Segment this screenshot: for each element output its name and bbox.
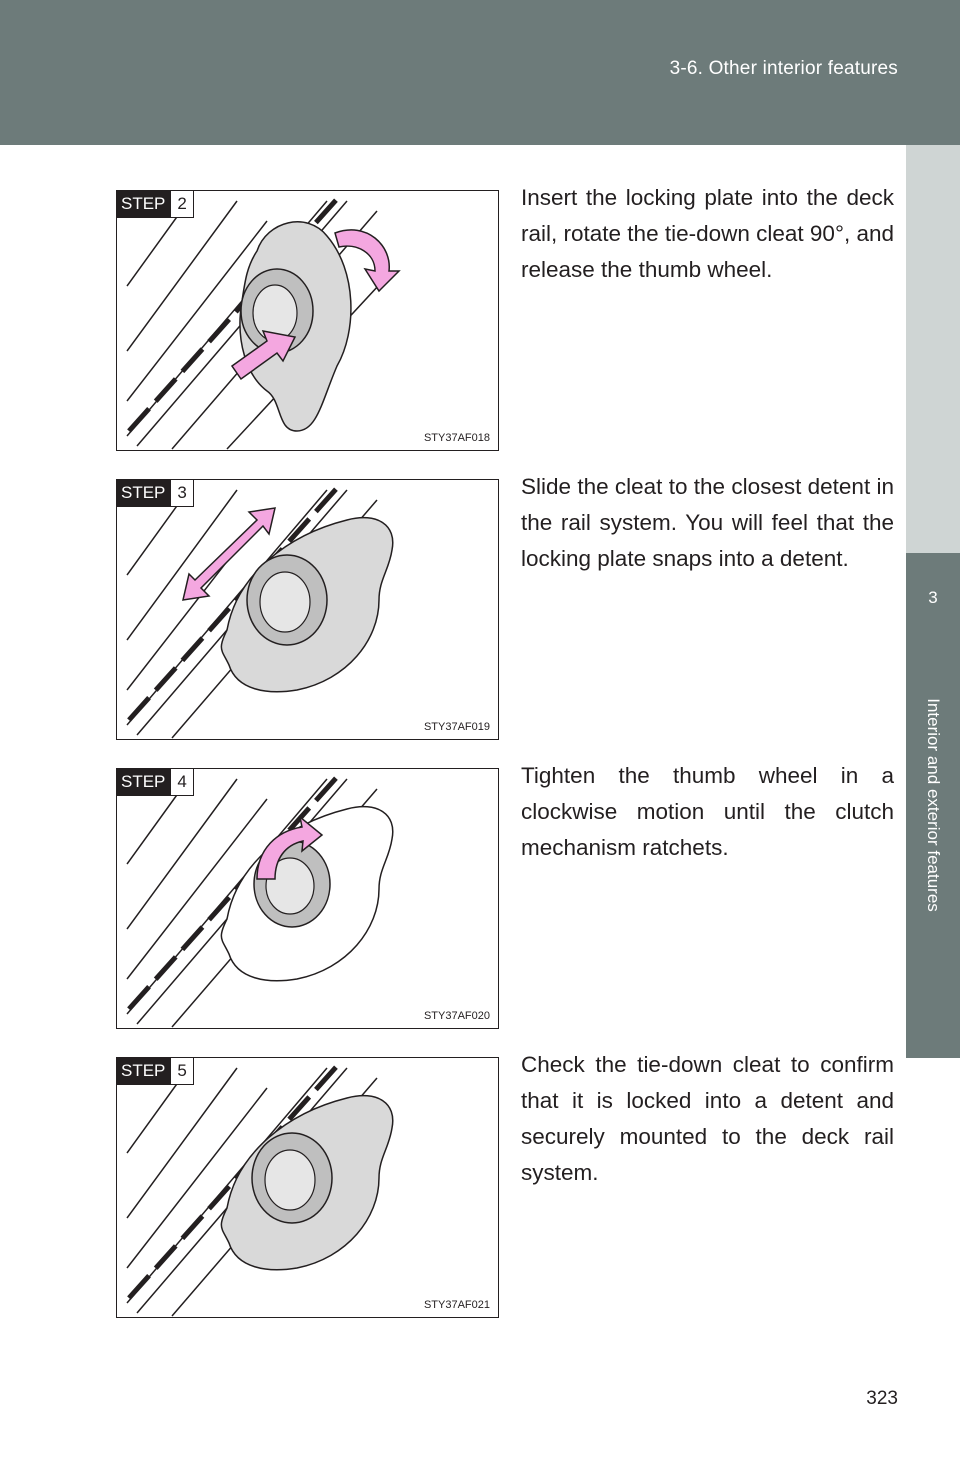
figure-code: STY37AF021 bbox=[423, 1299, 490, 1311]
step-3-figure bbox=[116, 479, 499, 740]
chapter-number: 3 bbox=[928, 588, 938, 607]
figure-code: STY37AF019 bbox=[423, 721, 490, 733]
page-number: 323 bbox=[866, 1388, 898, 1409]
step-2-badge: STEP 2 bbox=[117, 191, 194, 218]
step-4-figure bbox=[116, 768, 499, 1029]
step-5-text: Check the tie-down cleat to confirm that it is locked into a detent and securely mounted to the deck rail system. bbox=[521, 1052, 894, 1185]
step-4-illustration bbox=[117, 769, 499, 1029]
step-2-figure bbox=[116, 190, 499, 451]
step-4-badge: STEP 4 bbox=[117, 769, 194, 796]
step-4-text: Tighten the thumb wheel in a clockwise motion until the clutch mechanism ratchets. bbox=[521, 763, 894, 860]
figure-code: STY37AF018 bbox=[423, 432, 490, 444]
step-5-badge: STEP 5 bbox=[117, 1058, 194, 1085]
chapter-title: Interior and exterior features bbox=[924, 698, 943, 912]
step-3-text: Slide the cleat to the closest detent in the rail system. You will feel that the locking plate snaps into a detent. bbox=[521, 474, 894, 571]
step-5-illustration bbox=[117, 1058, 499, 1318]
side-tab-top bbox=[906, 145, 960, 553]
step-5-figure bbox=[116, 1057, 499, 1318]
step-3-badge: STEP 3 bbox=[117, 480, 194, 507]
section-title: 3-6. Other interior features bbox=[669, 58, 898, 79]
step-3-illustration bbox=[117, 480, 499, 740]
step-2-illustration bbox=[117, 191, 499, 451]
page-header bbox=[0, 0, 960, 145]
step-2-text: Insert the locking plate into the deck rail, rotate the tie-down cleat 90°, and release the thumb wheel. bbox=[521, 185, 894, 282]
figure-code: STY37AF020 bbox=[423, 1010, 490, 1022]
